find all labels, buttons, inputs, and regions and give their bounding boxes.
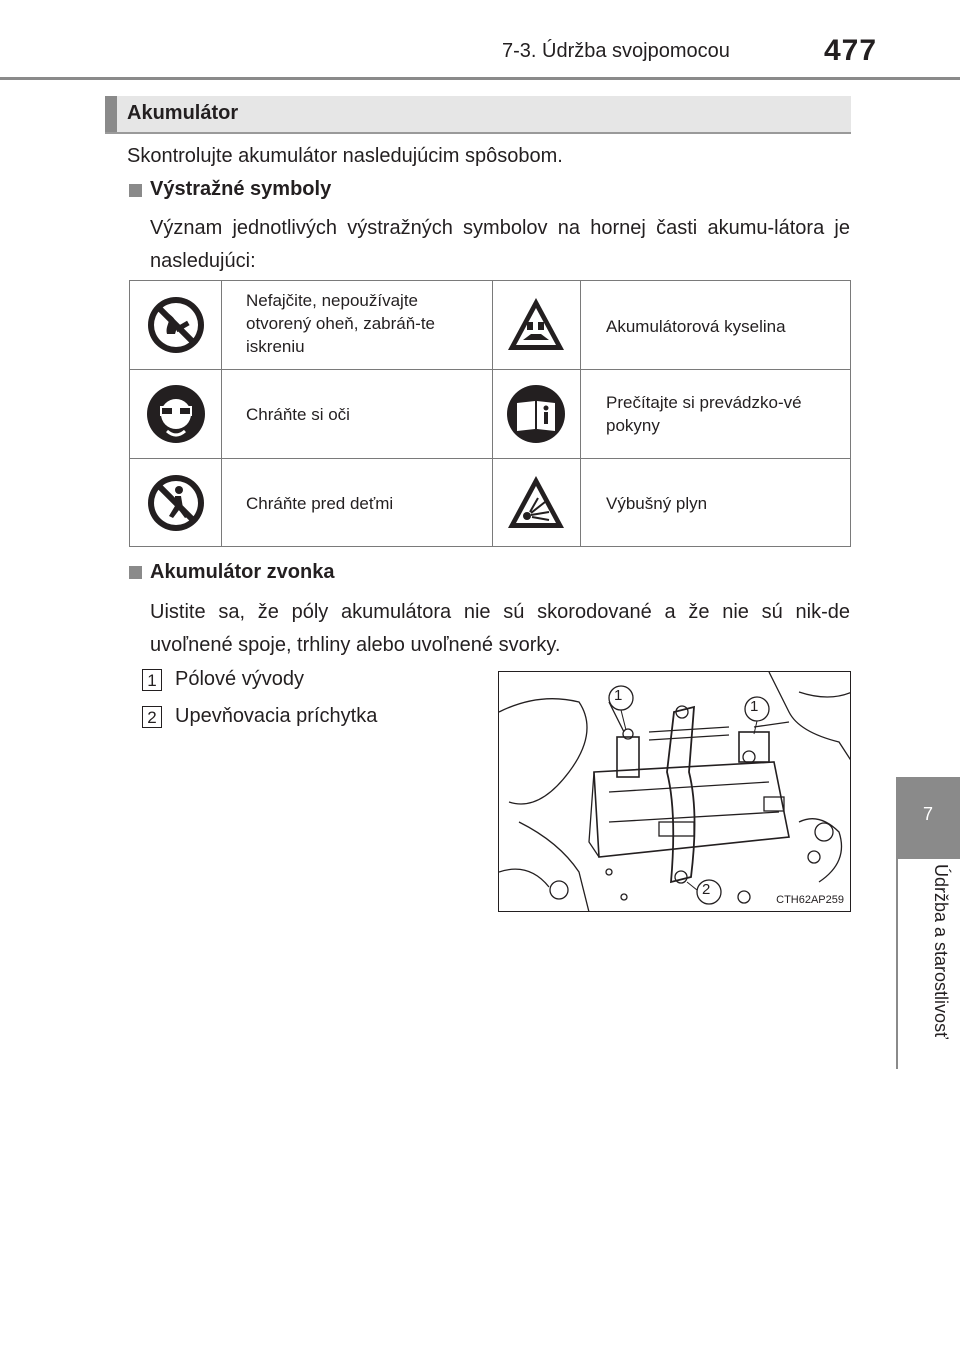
symbol-label: Prečítajte si prevádzko-vé pokyny: [606, 393, 802, 435]
table-divider: [130, 458, 850, 459]
chapter-number: 7: [922, 804, 933, 824]
symbol-label: Výbušný plyn: [606, 494, 708, 513]
chapter-title: Údržba a starostlivosť: [931, 864, 951, 1039]
eye-protection-icon: [145, 383, 207, 445]
battery-acid-icon: [505, 294, 567, 356]
warning-symbols-table: [129, 280, 851, 547]
intro-text: Skontrolujte akumulátor nasledujúcim spôsobom.: [127, 145, 563, 167]
symbol-label: Akumulátorová kyselina: [606, 317, 786, 336]
callout-label: Pólové vývody: [175, 668, 304, 690]
callout-label: Upevňovacia príchytka: [175, 705, 378, 727]
section-title: Akumulátor: [127, 102, 239, 124]
exterior-text: Uistite sa, že póly akumulátora nie sú skorodované a že nie sú nik-de uvoľnené spoje, trhliny alebo uvoľnené svorky.: [150, 601, 850, 656]
table-divider: [580, 281, 581, 546]
figure-callout: 1: [750, 698, 759, 715]
header-section-title: 7-3. Údržba svojpomocou: [502, 40, 730, 62]
chapter-tab-rule: [896, 859, 898, 1069]
figure-callout: 2: [702, 881, 711, 898]
bullet-square-icon: [129, 184, 142, 197]
battery-illustration: [498, 671, 851, 912]
keep-away-children-icon: [145, 472, 207, 534]
battery-drawing: [499, 672, 851, 912]
symbol-label: Nefajčite, nepoužívajte otvorený oheň, zabráň-te iskreniu: [246, 291, 436, 356]
table-divider: [130, 369, 850, 370]
symbol-label: Chráňte pred deťmi: [246, 494, 394, 513]
table-divider: [221, 281, 222, 546]
no-smoking-no-flame-icon: [145, 294, 207, 356]
section-heading-marker: [105, 96, 117, 132]
symbol-label: Chráňte si oči: [246, 405, 350, 424]
explosive-gas-icon: [505, 472, 567, 534]
header-rule: [0, 77, 960, 80]
figure-code: CTH62AP259: [776, 894, 844, 906]
warning-symbols-heading: Výstražné symboly: [150, 178, 332, 200]
callout-number: 2: [142, 706, 162, 728]
callout-number: 1: [142, 669, 162, 691]
figure-callout: 1: [614, 687, 623, 704]
page-number: 477: [824, 34, 878, 67]
read-manual-icon: [505, 383, 567, 445]
warning-symbols-text: Význam jednotlivých výstražných symbolov na hornej časti akumu-látora je nasledujúci:: [150, 217, 850, 272]
exterior-heading: Akumulátor zvonka: [150, 561, 335, 583]
table-divider: [492, 281, 493, 546]
bullet-square-icon: [129, 566, 142, 579]
